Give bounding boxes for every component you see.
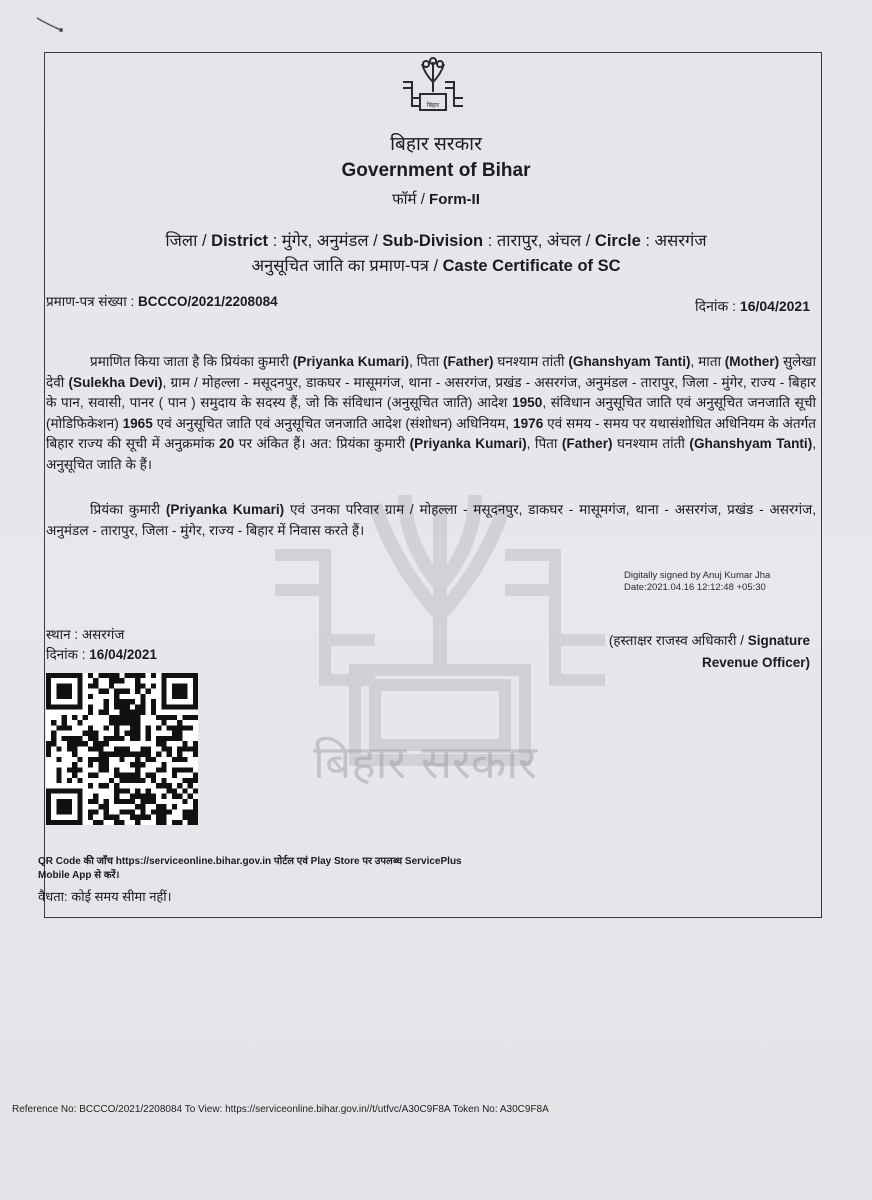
digital-signature-block [624,570,770,594]
emblem-label: बिहार [426,103,440,109]
digital-signature-name: Digitally signed by Anuj Kumar Jha [624,570,771,581]
body-paragraph-1: प्रमाणित किया जाता है कि प्रियंका कुमारी (Priyanka Kumari), पिता (Father) घनश्याम तांती (Ghanshyam Tanti), माता (Mother) सुलेखा देवी (Sulekha Devi), ग्राम / मोहल्ला - मसूदनपुर, डाकघर - मासूमगंज, थाना - असरगंज, प्रखंड - असरगंज, अनुमंडल - तारापुर, जिला - मुंगेर, राज्य - बिहार के पान, सवासी, पानर ( पान ) समुदाय के सदस्य हैं, जो कि संविधान (अनुसूचित जाति) आदेश 1950, संविधान अनुसूचित जाति एवं अनुसूचित जनजाति सूची (मोडिफिकेशन) 1965 एवं अनुसूचित जाति एवं अनुसूचित जनजाति आदेश (संशोधन) अधिनियम, 1976 एवं समय - समय पर यथासंशोधित अधिनियम के अंतर्गत बिहार राज्य की सूची में अनुक्रमांक 20 पर अंकित हैं। अत: प्रियंका कुमारी (Priyanka Kumari), पिता (Father) घनश्याम तांती (Ghanshyam Tanti), अनुसूचित जाति के हैं। [46,354,817,472]
subdivision-label: Sub-Division [382,232,484,250]
watermark-text: बिहार सरकार [313,735,537,789]
validity-text: वैधता: कोई समय सीमा नहीं। [38,889,172,904]
circle-value: असरगंज [654,232,707,250]
form-title: फॉर्म / Form-II [392,191,480,208]
certificate-date [695,297,810,316]
digital-signature-date: Date:2021.04.16 12:12:48 +05:30 [624,582,766,593]
gov-title-hindi: बिहार सरकार [390,134,482,155]
district-value: मुंगेर, अनुमंडल [281,232,369,250]
date-label: दिनांक : [695,298,737,314]
cert-number-label: प्रमाण-पत्र संख्या : [46,294,135,309]
qr-note-line-2: Mobile App से करें। [38,870,120,881]
bihar-emblem-icon [398,56,468,112]
reference-footer: Reference No: BCCCO/2021/2208084 To View: https://serviceonline.bihar.gov.in//t/utfvc/A30C9F8A Token No: A30C9F8A [12,1104,549,1115]
body-paragraph-2: प्रियंका कुमारी (Priyanka Kumari) एवं उनका परिवार ग्राम / मोहल्ला - मसूदनपुर, डाकघर - मासूमगंज, थाना - असरगंज, प्रखंड - असरगंज, अनुमंडल - तारापुर, जिला - मुंगेर, राज्य - बिहार में निवास करते हैं। [46,502,817,538]
subdivision-value: तारापुर, अंचल [496,232,582,250]
signature-block [609,630,810,674]
certificate-number [46,292,278,310]
footer-date: दिनांक : 16/04/2021 [46,647,157,662]
form-hindi: फॉर्म [392,191,417,208]
certificate-title [0,253,872,276]
circle-label: Circle [594,232,641,250]
cert-number-value: BCCCO/2021/2208084 [138,294,278,309]
signature-line-2: Revenue Officer) [701,655,810,670]
pin-mark-icon [35,14,65,34]
district-line: जिला / District : मुंगेर, अनुमंडल / Sub-Division : तारापुर, अंचल / Circle : असरगंज [165,232,707,250]
gov-title-english: Government of Bihar [341,160,531,181]
form-english: Form-II [429,191,480,208]
date-value: 16/04/2021 [739,298,810,314]
district-label: District [211,232,269,250]
district-hindi: जिला [165,232,198,250]
place-date-block [46,625,157,665]
signature-line-1: (हस्ताक्षर राजस्व अधिकारी / Signature [608,633,810,648]
qr-note [38,855,558,883]
cert-title-hindi: अनुसूचित जाति का प्रमाण-पत्र / [251,257,439,275]
qr-code-icon[interactable] [46,673,198,825]
place-text: स्थान : असरगंज [46,627,125,642]
qr-note-line-1: QR Code की जाँच https://serviceonline.bihar.gov.in पोर्टल एवं Play Store पर उपलब्ध ServicePlus [38,856,462,867]
cert-title-english: Caste Certificate of SC [442,257,621,275]
